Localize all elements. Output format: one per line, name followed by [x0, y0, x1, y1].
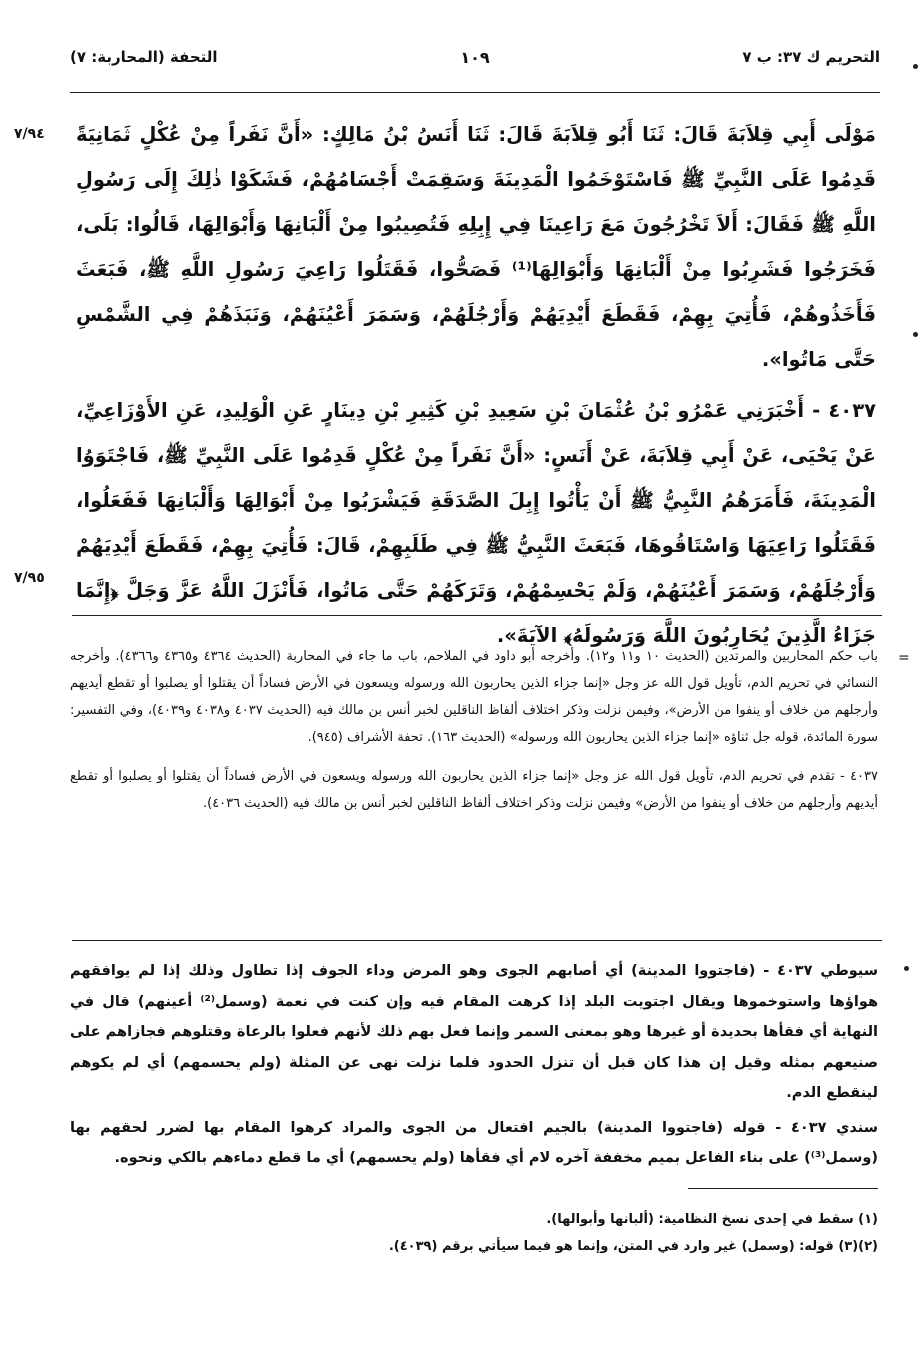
- header-chapter: التحريم ك ٣٧: ب ٧: [742, 48, 880, 66]
- hadith-paragraph: مَوْلَى أَبِي قِلاَبَةَ قَالَ: ثَنَا أَبُو قِلاَبَةَ قَالَ: ثَنَا أَنَسُ بْنُ مَالِكٍ: «أَنَّ نَفَراً مِنْ عُكْلٍ ثَمَانِيَةً قَدِمُوا عَلَى النَّبِيِّ ﷺ فَاسْتَوْخَمُوا الْمَدِينَةَ وَسَقِمَتْ أَجْسَامُهُمْ، فَشَكَوْا ذٰلِكَ إِلَى رَسُولِ اللَّهِ ﷺ فَقَالَ: أَلاَ تَخْرُجُونَ مَعَ رَاعِينَا فِي إِبِلِهِ فَتُصِيبُوا مِنْ أَلْبَانِهَا وَأَبْوَالِهَا، قَالُوا: بَلَى، فَخَرَجُوا فَشَرِبُوا مِنْ أَلْبَانِهَا وَأَبْوَالِهَا⁽¹⁾ فَصَحُّوا، فَقَتَلُوا رَاعِيَ رَسُولِ اللَّهِ ﷺ، فَبَعَثَ فَأَخَذُوهُمْ، فَأُتِيَ بِهِمْ، فَقَطَعَ أَيْدِيَهُمْ وَأَرْجُلَهُمْ، وَسَمَرَ أَعْيُنَهُمْ، وَنَبَذَهُمْ فِي الشَّمْسِ حَتَّى مَاتُوا».: [76, 123, 876, 371]
- page-header: [70, 42, 880, 78]
- hadith-paragraph: ٤٠٣٧ - أَخْبَرَنِي عَمْرُو بْنُ عُثْمَانَ بْنِ سَعِيدِ بْنِ كَثِيرِ بْنِ دِينَارٍ عَنِ الْوَلِيدِ، عَنِ الأَوْزَاعِيِّ، عَنْ يَحْيَى، عَنْ أَبِي قِلاَبَةَ، عَنْ أَنَسٍ: «أَنَّ نَفَراً مِنْ عُكْلٍ قَدِمُوا عَلَى النَّبِيِّ ﷺ، فَاجْتَوَوُا الْمَدِينَةَ، فَأَمَرَهُمُ النَّبِيُّ ﷺ أَنْ يَأْتُوا إِبِلَ الصَّدَقَةِ فَيَشْرَبُوا مِنْ أَبْوَالِهَا وَأَلْبَانِهَا فَفَعَلُوا، فَقَتَلُوا رَاعِيَهَا وَاسْتَاقُوهَا، فَبَعَثَ النَّبِيُّ ﷺ فِي طَلَبِهِمْ، قَالَ: فَأُتِيَ بِهِمْ، فَقَطَعَ أَيْدِيَهُمْ وَأَرْجُلَهُمْ، وَسَمَرَ أَعْيُنَهُمْ، وَلَمْ يَحْسِمْهُمْ، وَتَرَكَهُمْ حَتَّى مَاتُوا، فَأَنْزَلَ اللَّهُ عَزَّ وَجَلَّ ﴿إِنَّمَا جَزَاءُ الَّذِينَ يُحَارِبُونَ اللَّهَ وَرَسُولَهُ﴾ الآيَةَ».: [76, 399, 876, 647]
- commentary-suyuti: سيوطي ٤٠٣٧ - (فاجتووا المدينة) أي أصابهم الجوى وهو المرض وداء الجوف إذا تطاول وذلك إذا لم يوافقهم هواؤها واستوخموها ويقال اجتويت البلد إذا كرهت المقام فيه وإن كنت في نعمة (وسمل⁽²⁾ أعينهم) قال في النهاية أي فقأها بحديدة أو غيرها وهو بمعنى السمر وإنما فعل بهم ذلك لأنهم فعلوا بالرعاة وقتلوهم فجازاهم على صنيعهم بمثله وقيل إن هذا كان قبل أن تنزل الحدود فلما نزلت نهى عن المثلة (ولم يحسمهم) أي لم يكوهم لينقطع الدم.: [70, 963, 878, 1101]
- note-paragraph: باب حكم المحاربين والمرتدين (الحديث ١٠ و١١ و١٢). وأخرجه أبو داود في الملاحم، باب ما جاء في المحاربة (الحديث ٤٣٦٤ و٤٣٦٥ و٤٣٦٦). وأخرجه النسائي في تحريم الدم، تأويل قول الله عز وجل «إنما جزاء الذين يحاربون الله ورسوله ويسعون في الأرض فساداً أن يقتلوا أو يصلبوا أو تقطع أيديهم وأرجلهم من خلاف أو ينفوا من الأرض»، وفيمن نزلت وذكر اختلاف ألفاظ الناقلين لخبر أنس بن مالك فيه (الحديث ٤٠٣٧ و٤٠٣٨ و٤٠٣٩)، وفي التفسير: سورة المائدة، قوله جل ثناؤه «إنما جزاء الذين يحاربون الله ورسوله» (الحديث ١٦٣). تحفة الأشراف (٩٤٥).: [70, 649, 878, 745]
- hadith-text: [76, 112, 876, 658]
- page-number: ١٠٩: [460, 48, 490, 67]
- commentary-divider: [72, 940, 882, 941]
- margin-dot: [904, 966, 909, 971]
- footnote-item: (٢)(٣) قوله: (وسمل) غير وارد في المتن، وإنما هو فيما سيأتي برقم (٤٠٣٩).: [388, 1239, 878, 1254]
- footnote-item: (١) سقط في إحدى نسخ النظامية: (ألبانها وأبوالها).: [546, 1212, 878, 1227]
- margin-dot: [913, 64, 918, 69]
- margin-ref-bottom: ٧/٩٥: [14, 570, 45, 586]
- margin-ref-top: ٧/٩٤: [14, 126, 45, 142]
- margin-dot: [913, 332, 918, 337]
- note-paragraph: ٤٠٣٧ - تقدم في تحريم الدم، تأويل قول الله عز وجل «إنما جزاء الذين يحاربون الله ورسوله ويسعون في الأرض فساداً أن يقتلوا أو يصلبوا أو تقطع أيديهم وأرجلهم من خلاف أو ينفوا من الأرض» وفيمن نزلت وذكر اختلاف ألفاظ الناقلين لخبر أنس بن مالك فيه (الحديث ٤٠٣٦).: [70, 769, 878, 811]
- commentary: [70, 956, 878, 1174]
- footnote-divider: [688, 1188, 878, 1189]
- margin-equals-mark: =: [898, 650, 910, 666]
- takhrij-notes: [70, 643, 878, 817]
- notes-divider: [72, 615, 882, 616]
- footnotes: [70, 1206, 878, 1260]
- commentary-sindi: سندي ٤٠٣٧ - قوله (فاجتووا المدينة) بالجيم افتعال من الجوى والمراد كرهوا المقام بها لضرر لحقهم بها (وسمل⁽³⁾) على بناء الفاعل بميم مخففة آخره لام أي فقأها (ولم يحسمهم) أي ما قطع دماءهم بالكي ونحوه.: [70, 1119, 878, 1166]
- header-divider: [70, 92, 880, 93]
- header-source: التحفة (المحاربة: ٧): [70, 48, 218, 66]
